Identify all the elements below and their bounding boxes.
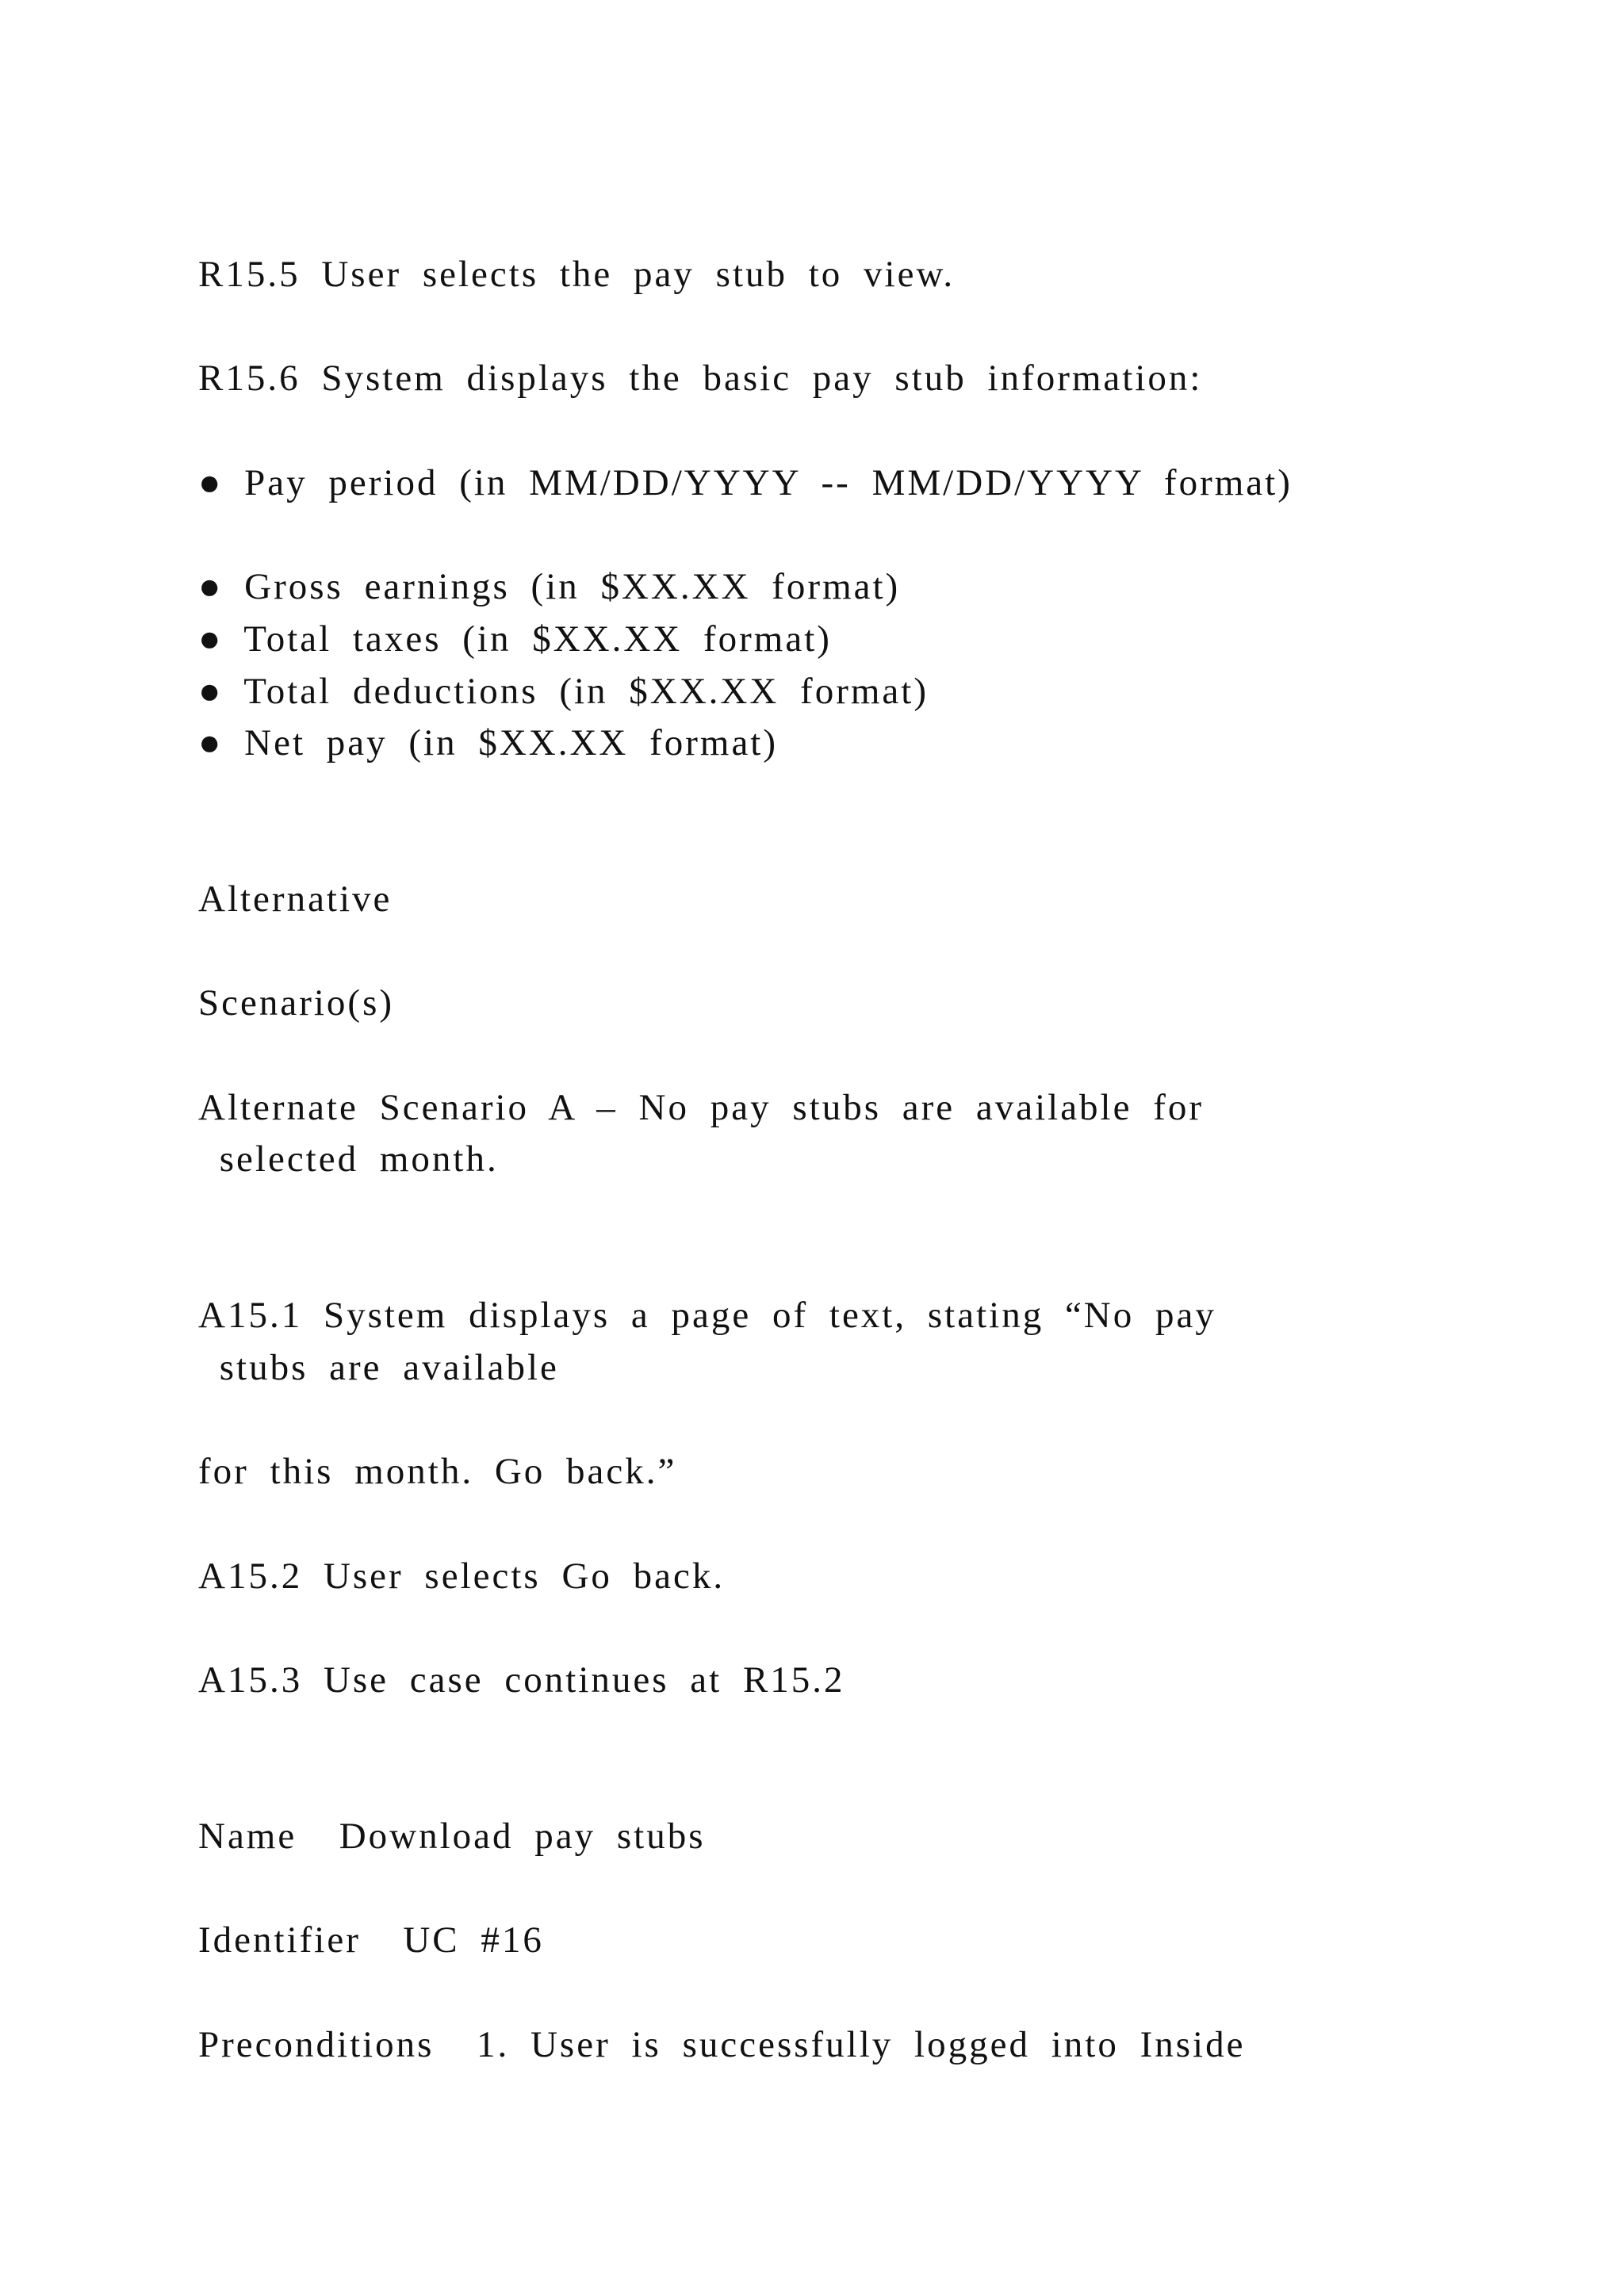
bullet-gross-earnings: ● Gross earnings (in $XX.XX format) <box>198 566 901 607</box>
step-a15-1-end: for this month. Go back.” <box>198 1451 677 1492</box>
scenarios-label: Scenario(s) <box>198 982 395 1024</box>
bullet-total-taxes: ● Total taxes (in $XX.XX format) <box>198 618 832 660</box>
step-a15-3: A15.3 Use case continues at R15.2 <box>198 1659 845 1701</box>
req-r15-5: R15.5 User selects the pay stub to view. <box>198 254 956 295</box>
alternate-scenario-a: Alternate Scenario A – No pay stubs are available for <box>198 1087 1205 1128</box>
alternative-label: Alternative <box>198 878 393 920</box>
bullet-total-deductions: ● Total deductions (in $XX.XX format) <box>198 671 929 712</box>
bullet-net-pay: ● Net pay (in $XX.XX format) <box>198 722 779 763</box>
step-a15-1: A15.1 System displays a page of text, stating “No pay <box>198 1295 1216 1336</box>
alternate-scenario-a-cont: selected month. <box>198 1138 499 1180</box>
field-name: Name Download pay stubs <box>198 1816 706 1857</box>
field-preconditions: Preconditions 1. User is successfully logged into Inside <box>198 2024 1246 2065</box>
field-identifier: Identifier UC #16 <box>198 1919 544 1961</box>
step-a15-2: A15.2 User selects Go back. <box>198 1556 726 1597</box>
bullet-pay-period: ● Pay period (in MM/DD/YYYY -- MM/DD/YYYY format) <box>198 462 1293 503</box>
step-a15-1-cont: stubs are available <box>198 1347 559 1388</box>
req-r15-6: R15.6 System displays the basic pay stub information: <box>198 358 1203 399</box>
